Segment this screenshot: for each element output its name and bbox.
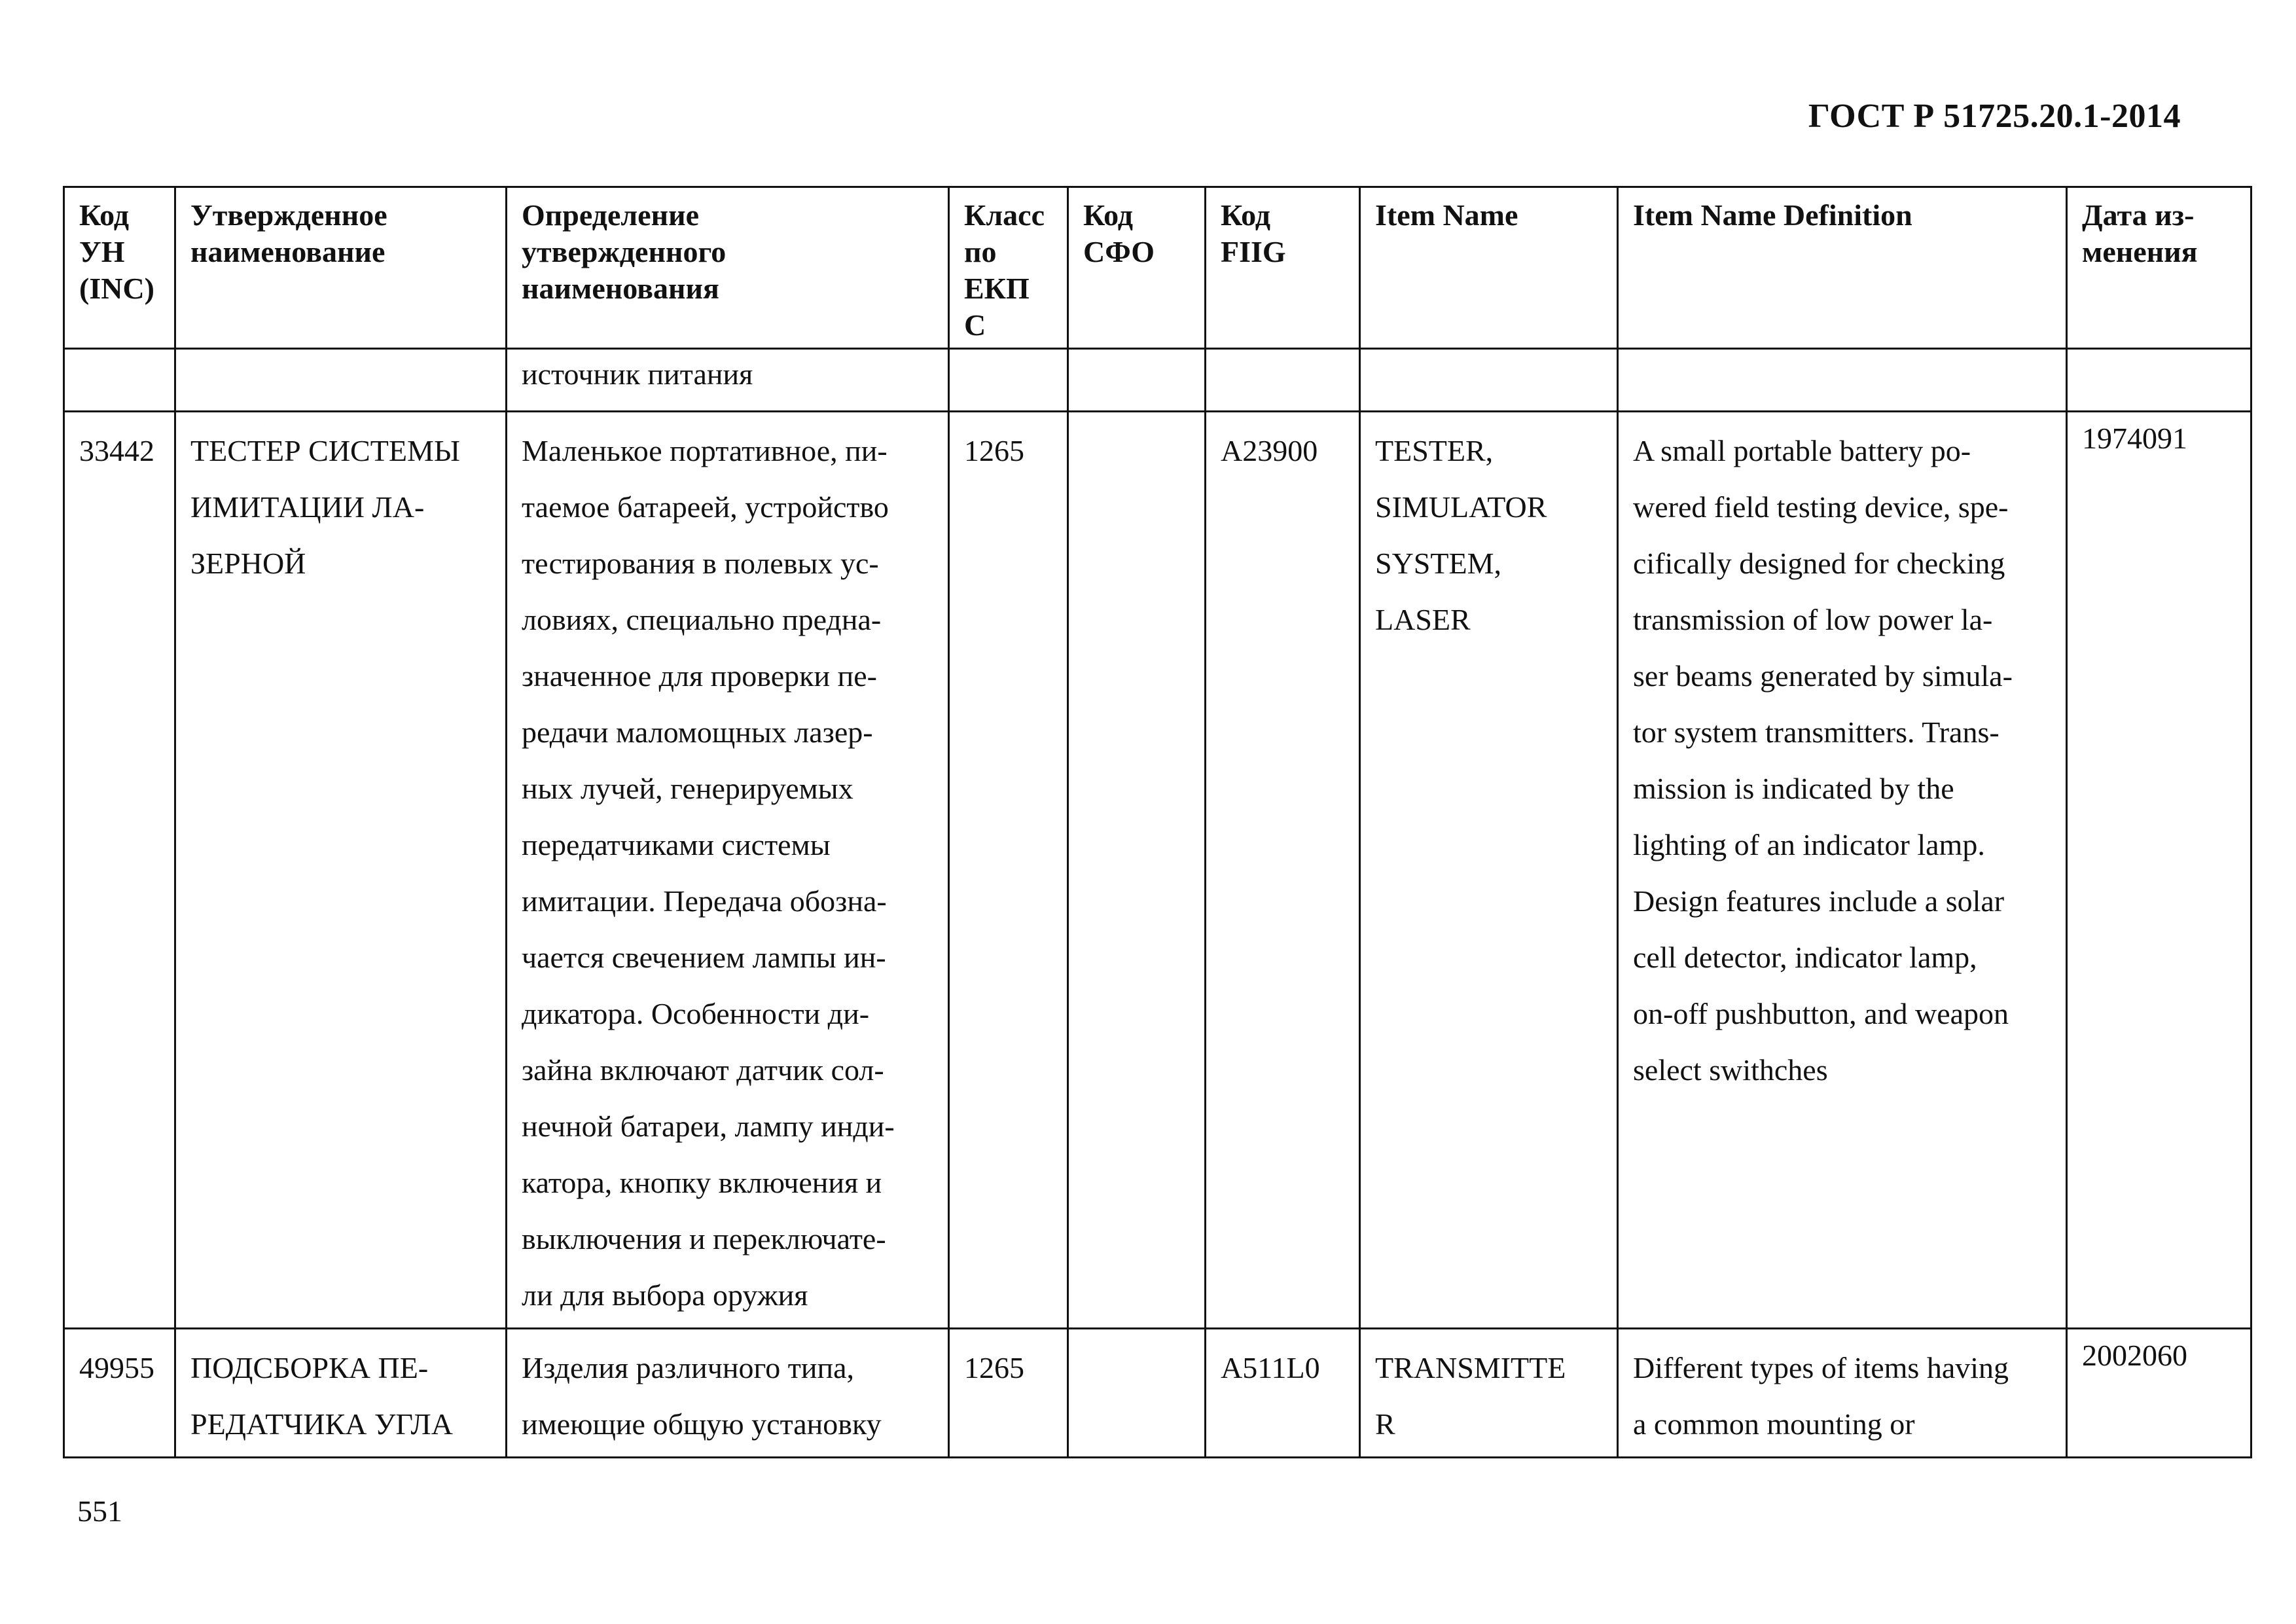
sfo-cell <box>1068 412 1206 1329</box>
text-line: выключения и переключате- <box>522 1222 886 1255</box>
date-cell: 2002060 <box>2067 1329 2251 1458</box>
header-cell-item-name <box>1360 187 1618 349</box>
text-line: РЕДАТЧИКА УГЛА <box>190 1407 453 1441</box>
text-line: Код <box>1083 198 1134 232</box>
text-line: Класс <box>964 198 1045 232</box>
text-line: редачи маломощных лазер- <box>522 715 873 749</box>
item-definition-cell <box>1618 1329 2067 1458</box>
document-code: ГОСТ Р 51725.20.1-2014 <box>1808 98 2181 135</box>
text-line: Определение <box>522 198 700 232</box>
name-cell <box>175 412 507 1329</box>
text-line: R <box>1375 1407 1395 1441</box>
table-cell <box>175 349 507 412</box>
inc-cell: 49955 <box>64 1329 175 1458</box>
text-line: SYSTEM, <box>1375 547 1501 580</box>
sfo-cell <box>1068 1329 1206 1458</box>
page-number: 551 <box>77 1494 122 1528</box>
header-cell-inc <box>64 187 175 349</box>
text-line: С <box>964 308 986 342</box>
table-row <box>64 1329 2251 1458</box>
text-line: ИМИТАЦИИ ЛА- <box>190 490 425 524</box>
name-cell <box>175 1329 507 1458</box>
text-line: SIMULATOR <box>1375 490 1547 524</box>
fiig-cell: A511L0 <box>1206 1329 1360 1458</box>
text-line: on-off pushbutton, and weapon <box>1633 997 2009 1030</box>
text-line: Design features include a solar <box>1633 884 2005 918</box>
text-line: утвержденного <box>522 235 726 268</box>
text-line: Код <box>1221 198 1271 232</box>
class-cell: 1265 <box>949 1329 1068 1458</box>
text-line: Item Name <box>1375 198 1518 232</box>
text-line: mission is indicated by the <box>1633 772 1954 805</box>
text-line: ных лучей, генерируемых <box>522 772 853 805</box>
table-cell <box>1618 349 2067 412</box>
text-line: передатчиками системы <box>522 828 831 861</box>
text-line: ЗЕРНОЙ <box>190 547 306 580</box>
text-line: Item Name Definition <box>1633 198 1912 232</box>
text-line: Different types of items having <box>1633 1351 2009 1384</box>
items-table <box>63 186 2252 1458</box>
item-name-cell <box>1360 412 1618 1329</box>
text-line: нечной батареи, лампу инди- <box>522 1110 895 1143</box>
text-line: tor system transmitters. Trans- <box>1633 715 2000 749</box>
header-cell-definition <box>507 187 949 349</box>
continued-definition: источник питания <box>507 349 949 412</box>
text-line: менения <box>2082 235 2198 268</box>
text-line: чается свечением лампы ин- <box>522 941 886 974</box>
header-cell-sfo <box>1068 187 1206 349</box>
text-line: transmission of low power la- <box>1633 603 1993 636</box>
header-cell-name <box>175 187 507 349</box>
text-line: УН <box>79 235 125 268</box>
text-line: по <box>964 235 997 268</box>
text-line: a common mounting or <box>1633 1407 1915 1441</box>
table-cell <box>64 349 175 412</box>
text-line: FIIG <box>1221 235 1286 268</box>
inc-cell: 33442 <box>64 412 175 1329</box>
date-cell: 1974091 <box>2067 412 2251 1329</box>
text-line: ser beams generated by simula- <box>1633 659 2013 693</box>
class-cell: 1265 <box>949 412 1068 1329</box>
text-line: cifically designed for checking <box>1633 547 2005 580</box>
text-line: Дата из- <box>2082 198 2195 232</box>
continuation-row <box>64 349 2251 412</box>
text-line: LASER <box>1375 603 1471 636</box>
text-line: ТЕСТЕР СИСТЕМЫ <box>190 434 460 467</box>
text-line: wered field testing device, spe- <box>1633 490 2009 524</box>
header-row <box>64 187 2251 349</box>
text-line: таемое батареей, устройство <box>522 490 889 524</box>
header-cell-date <box>2067 187 2251 349</box>
table-cell <box>949 349 1068 412</box>
text-line: наименования <box>522 272 719 305</box>
item-name-cell <box>1360 1329 1618 1458</box>
text-line: lighting of an indicator lamp. <box>1633 828 1985 861</box>
header-cell-class <box>949 187 1068 349</box>
text-line: тестирования в полевых ус- <box>522 547 879 580</box>
text-line: ловиях, специально предна- <box>522 603 882 636</box>
table-cell <box>1206 349 1360 412</box>
text-line: дикатора. Особенности ди- <box>522 997 870 1030</box>
table-cell <box>1068 349 1206 412</box>
table-row <box>64 412 2251 1329</box>
text-line: TRANSMITTE <box>1375 1351 1566 1384</box>
header-cell-item-definition <box>1618 187 2067 349</box>
definition-cell <box>507 412 949 1329</box>
text-line: TESTER, <box>1375 434 1494 467</box>
text-line: Код <box>79 198 130 232</box>
text-line: Утвержденное <box>190 198 387 232</box>
text-line: ЕКП <box>964 272 1030 305</box>
item-definition-cell <box>1618 412 2067 1329</box>
header-cell-fiig <box>1206 187 1360 349</box>
definition-cell <box>507 1329 949 1458</box>
text-line: имитации. Передача обозна- <box>522 884 887 918</box>
text-line: наименование <box>190 235 386 268</box>
text-line: катора, кнопку включения и <box>522 1166 882 1199</box>
fiig-cell: A23900 <box>1206 412 1360 1329</box>
table-cell <box>2067 349 2251 412</box>
text-line: значенное для проверки пе- <box>522 659 877 693</box>
text-line: СФО <box>1083 235 1155 268</box>
table-cell <box>1360 349 1618 412</box>
text-line: cell detector, indicator lamp, <box>1633 941 1977 974</box>
text-line: (INC) <box>79 272 154 305</box>
text-line: select swithches <box>1633 1053 1828 1087</box>
text-line: имеющие общую установку <box>522 1407 882 1441</box>
text-line: Маленькое портативное, пи- <box>522 434 888 467</box>
text-line: ПОДСБОРКА ПЕ- <box>190 1351 429 1384</box>
text-line: ли для выбора оружия <box>522 1278 808 1312</box>
text-line: Изделия различного типа, <box>522 1351 854 1384</box>
text-line: A small portable battery po- <box>1633 434 1971 467</box>
text-line: зайна включают датчик сол- <box>522 1053 884 1087</box>
